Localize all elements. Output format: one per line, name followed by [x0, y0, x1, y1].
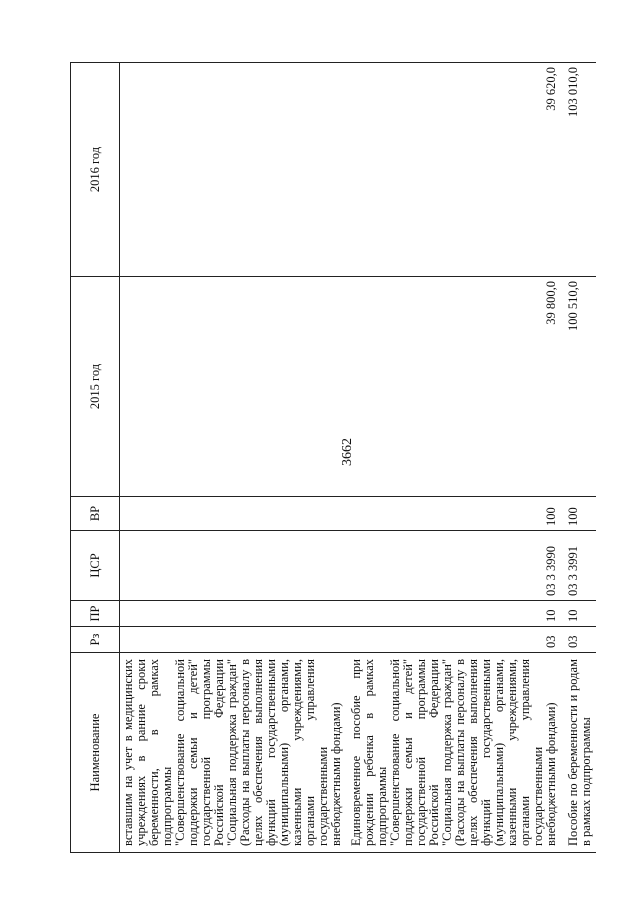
- row-2016: [120, 63, 347, 277]
- header-pr: ПР: [71, 601, 120, 627]
- table-row: [561, 63, 596, 853]
- row-2016: 39 620,0: [346, 63, 561, 277]
- header-vr: ВР: [71, 497, 120, 531]
- row-2015: [120, 277, 347, 497]
- header-name: Наименование: [71, 653, 120, 853]
- header-csr: ЦСР: [71, 531, 120, 601]
- row-pr: [120, 601, 347, 627]
- row-vr: 100: [561, 497, 596, 531]
- row-2015: 100 510,0: [561, 277, 596, 497]
- row-rz: 03: [561, 627, 596, 653]
- row-vr: 100: [346, 497, 561, 531]
- row-csr: 03 3 3990: [346, 531, 561, 601]
- row-2015: 39 800,0: [346, 277, 561, 497]
- table-header-row: [71, 63, 120, 853]
- table-row: [346, 63, 561, 853]
- row-rz: [120, 627, 347, 653]
- row-vr: [120, 497, 347, 531]
- row-pr: 10: [346, 601, 561, 627]
- row-2016: 103 010,0: [561, 63, 596, 277]
- page-number: 3662: [340, 438, 355, 466]
- rotated-table-container: [70, 63, 600, 853]
- row-name: Единовременное пособие при рождении ребенка в рамках подпрограммы "Совершенствование социальной поддержки семьи и детей" государственной программы Российской Федерации "Социальная поддержка граждан" (Расходы на выплаты персоналу в целях обеспечения выполнения функций государственными (муниципальными) органами, казенными учреждениями, органами управления государственными внебюджетными фондами): [346, 653, 561, 853]
- header-2016: 2016 год: [71, 63, 120, 277]
- row-rz: 03: [346, 627, 561, 653]
- row-pr: 10: [561, 601, 596, 627]
- row-name: Пособие по беременности и родам в рамках подпрограммы: [561, 653, 596, 853]
- row-csr: 03 3 3991: [561, 531, 596, 601]
- header-rz: Рз: [71, 627, 120, 653]
- table-row: [120, 63, 347, 853]
- row-csr: [120, 531, 347, 601]
- header-2015: 2015 год: [71, 277, 120, 497]
- budget-table: [70, 62, 596, 853]
- row-name: вставшим на учет в медицинских учреждениях в ранние сроки беременности, в рамках подпрограммы "Совершенствование социальной поддержки семьи и детей" государственной программы Российской Федерации "Социальная поддержка граждан" (Расходы на выплаты персоналу в целях обеспечения выполнения функций государственными (муниципальными) органами, казенными учреждениями, органами управления государственными внебюджетными фондами): [120, 653, 347, 853]
